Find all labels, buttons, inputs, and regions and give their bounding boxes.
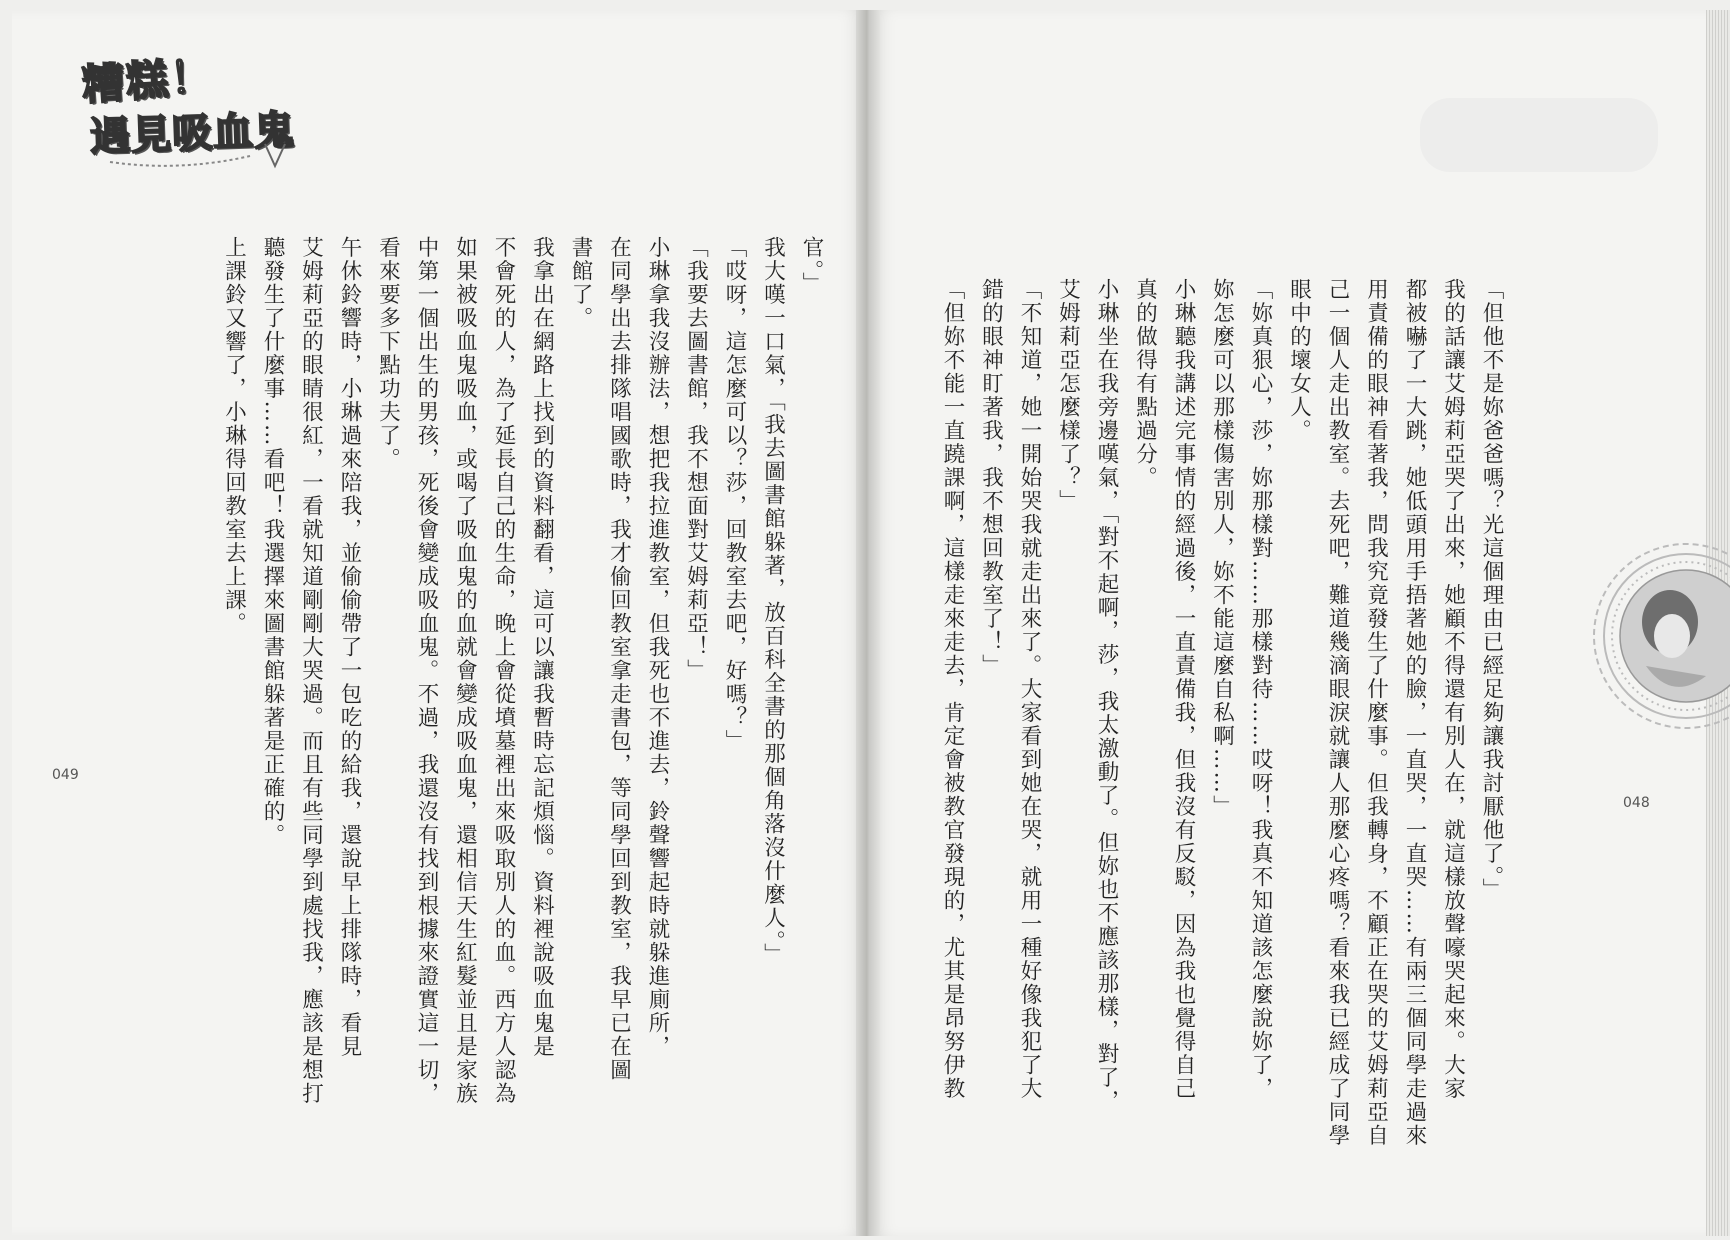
text-line: 不會死的人，為了延長自己的生命，晚上會從墳墓裡出來吸取別人的血。西方人認為 bbox=[491, 236, 516, 1106]
text-line: 聽發生了什麼事……看吧！我選擇來圖書館躲著是正確的。 bbox=[260, 236, 285, 847]
left-page-body bbox=[190, 236, 830, 1106]
text-line: 小琳聽我講述完事情的經過後，一直責備我，但我沒有反駁，因為我也覺得自己 bbox=[1171, 278, 1196, 1101]
text-line: 「我要去圖書館，我不想面對艾姆莉亞！」 bbox=[683, 236, 709, 683]
doily-frame-icon bbox=[1586, 526, 1730, 746]
text-line: 小琳拿我沒辦法，想把我拉進教室，但我死也不進去，鈴聲響起時就躲進廁所， bbox=[645, 236, 670, 1059]
text-line: 「但妳不能一直蹺課啊，這樣走來走去，肯定會被教官發現的，尤其是昂努伊教 bbox=[940, 278, 965, 1101]
text-line: 「哎呀，這怎麼可以？莎，回教室去吧，好嗎？」 bbox=[722, 236, 747, 753]
page-number-right: 048 bbox=[1623, 795, 1650, 811]
logo-decoration bbox=[60, 44, 320, 172]
doily-illustration bbox=[1586, 526, 1730, 746]
right-page-body bbox=[940, 278, 1510, 1148]
text-line: 我大嘆一口氣，「我去圖書館躲著，放百科全書的那個角落沒什麼人。」 bbox=[760, 236, 786, 967]
text-line: 「妳真狠心，莎，妳那樣對……那樣對待……哎呀！我真不知道該怎麼說妳了， bbox=[1248, 278, 1273, 1101]
text-line: 官。」 bbox=[799, 236, 824, 296]
text-line: 在同學出去排隊唱國歌時，我才偷回教室拿走書包，等同學回到教室，我早已在圖 bbox=[606, 236, 632, 1082]
text-line: 「不知道，她一開始哭我就走出來了。大家看到她在哭，就用一種好像我犯了大 bbox=[1017, 278, 1042, 1101]
text-line: 錯的眼神盯著我，我不想回教室了！」 bbox=[978, 278, 1004, 678]
text-line: 用責備的眼神看著我，問我究竟發生了什麼事。但我轉身，不顧正在哭的艾姆莉亞自 bbox=[1363, 278, 1389, 1148]
page-number-left: 049 bbox=[52, 767, 79, 783]
text-line: 眼中的壞女人。 bbox=[1286, 278, 1312, 443]
text-line: 如果被吸血鬼吸血，或喝了吸血鬼的血就會變成吸血鬼，還相信天生紅髮並且是家族 bbox=[452, 236, 478, 1106]
logo-line-2: 遇見吸血鬼 bbox=[89, 107, 296, 161]
text-line: 艾姆莉亞的眼睛很紅，一看就知道剛剛大哭過。而且有些同學到處找我，應該是想打 bbox=[298, 236, 324, 1106]
text-line: 上課鈴又響了，小琳得回教室去上課。 bbox=[221, 236, 247, 636]
text-line: 我的話讓艾姆莉亞哭了出來，她顧不得還有別人在，就這樣放聲嚎哭起來。大家 bbox=[1440, 278, 1466, 1101]
text-line: 看來要多下點功夫了。 bbox=[375, 236, 401, 471]
text-line: 小琳坐在我旁邊嘆氣，「對不起啊，莎，我太激動了。但妳也不應該那樣，對了， bbox=[1094, 278, 1119, 1114]
text-line: 妳怎麼可以那樣傷害別人，妳不能這麼自私啊……」 bbox=[1209, 278, 1235, 819]
book-title-logo bbox=[60, 44, 320, 172]
text-line: 都被嚇了一大跳，她低頭用手捂著她的臉，一直哭，一直哭……有兩三個同學走過來 bbox=[1402, 278, 1427, 1148]
text-line: 我拿出在網路上找到的資料翻看，這可以讓我暫時忘記煩惱。資料裡說吸血鬼是 bbox=[529, 236, 555, 1059]
text-line: 「但他不是妳爸爸嗎？光這個理由已經足夠讓我討厭他了。」 bbox=[1479, 278, 1504, 902]
text-line: 艾姆莉亞怎麼樣了？」 bbox=[1055, 278, 1081, 513]
logo-line-1: 糟糕！ bbox=[80, 51, 216, 110]
text-line: 真的做得有點過分。 bbox=[1132, 278, 1158, 490]
bleed-through-logo bbox=[1416, 92, 1666, 180]
text-line: 中第一個出生的男孩，死後會變成吸血鬼。不過，我還沒有找到根據來證實這一切， bbox=[414, 236, 439, 1106]
text-line: 午休鈴響時，小琳過來陪我，並偷偷帶了一包吃的給我，還說早上排隊時，看見 bbox=[337, 236, 362, 1059]
book-gutter bbox=[856, 10, 880, 1236]
text-line: 己一個人走出教室。去死吧，難道幾滴眼淚就讓人那麼心疼嗎？看來我已經成了同學 bbox=[1325, 278, 1350, 1148]
text-line: 書館了。 bbox=[568, 236, 593, 330]
